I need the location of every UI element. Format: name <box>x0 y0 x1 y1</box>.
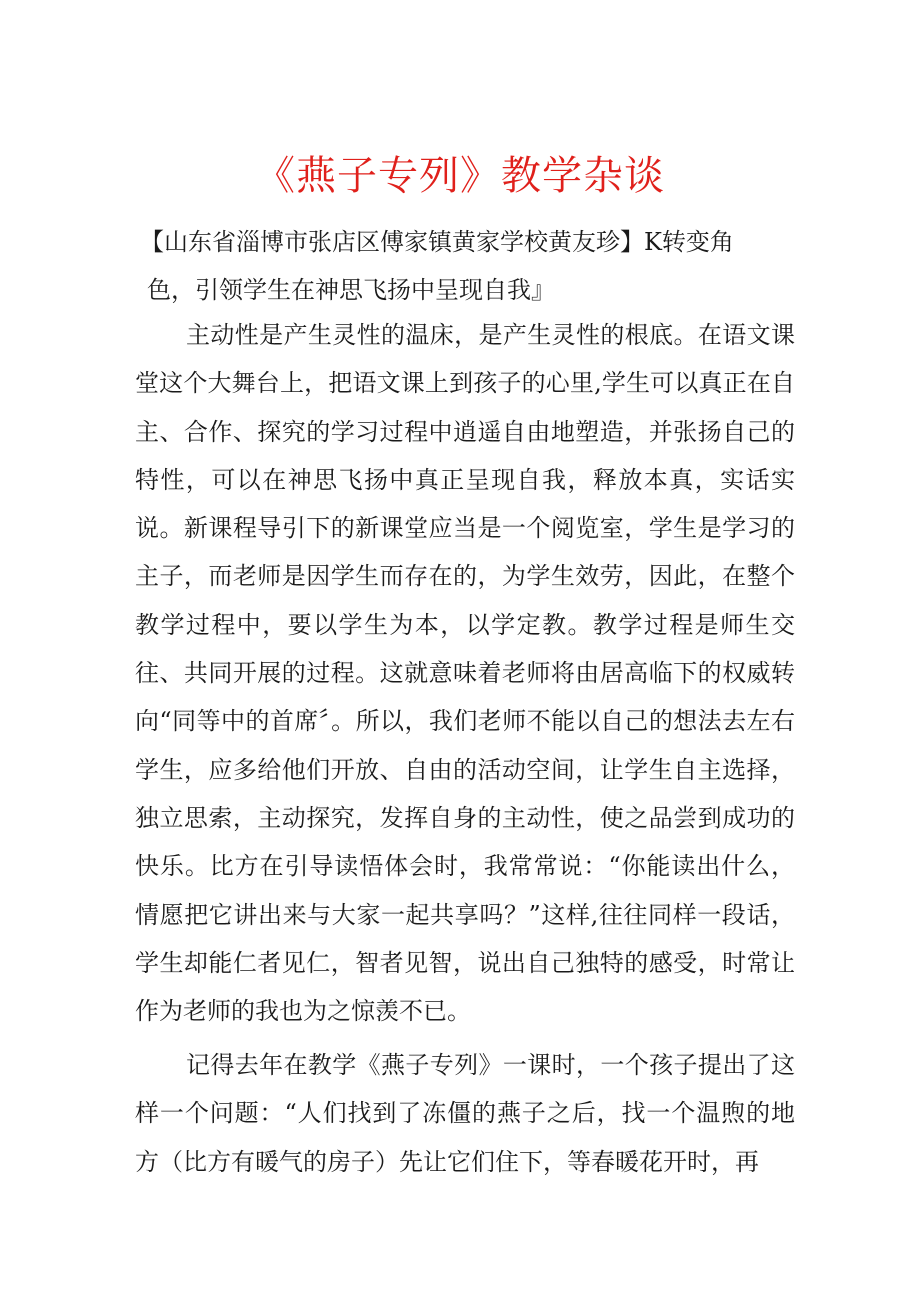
body-paragraph-1: 主动性是产生灵性的温床，是产生灵性的根底。在语文课堂这个大舞台上，把语文课上到孩子的心里,学生可以真正在自主、合作、探究的学习过程中逍遥自由地塑造，并张扬自己的特性，可以在神思飞扬中真正呈现自我，释放本真，实话实说。新课程导引下的新课堂应当是一个阅览室，学生是学习的主子，而老师是因学生而存在的，为学生效劳，因此，在整个教学过程中，要以学生为本，以学定教。教学过程是师生交往、共同开展的过程。这就意味着老师将由居高临下的权威转向“同等中的首席〞。所以，我们老师不能以自己的想法去左右学生，应多给他们开放、自由的活动空间，让学生自主选择，独立思索，主动探究，发挥自身的主动性，使之品尝到成功的快乐。比方在引导读悟体会时，我常常说：“你能读出什么，情愿把它讲出来与大家一起共享吗？”这样,往往同样一段话，学生却能仁者见仁，智者见智，说出自己独特的感受，时常让作为老师的我也为之惊羡不已。 <box>135 321 795 1026</box>
document-title: 《燕子专列》教学杂谈 <box>255 153 665 199</box>
body-paragraph-2: 记得去年在教学《燕子专列》一课时，一个孩子提出了这样一个问题：“人们找到了冻僵的燕子之后，找一个温煦的地方（比方有暖气的房子）先让它们住下，等春暖花开时，再 <box>135 1051 795 1176</box>
byline-line-1: 【山东省淄博市张店区傅家镇黄家学校黄友珍】K转变角 <box>140 228 734 256</box>
author-byline <box>140 218 800 314</box>
byline-line-2: 色，引领学生在神思飞扬中呈现自我』 <box>147 276 555 304</box>
